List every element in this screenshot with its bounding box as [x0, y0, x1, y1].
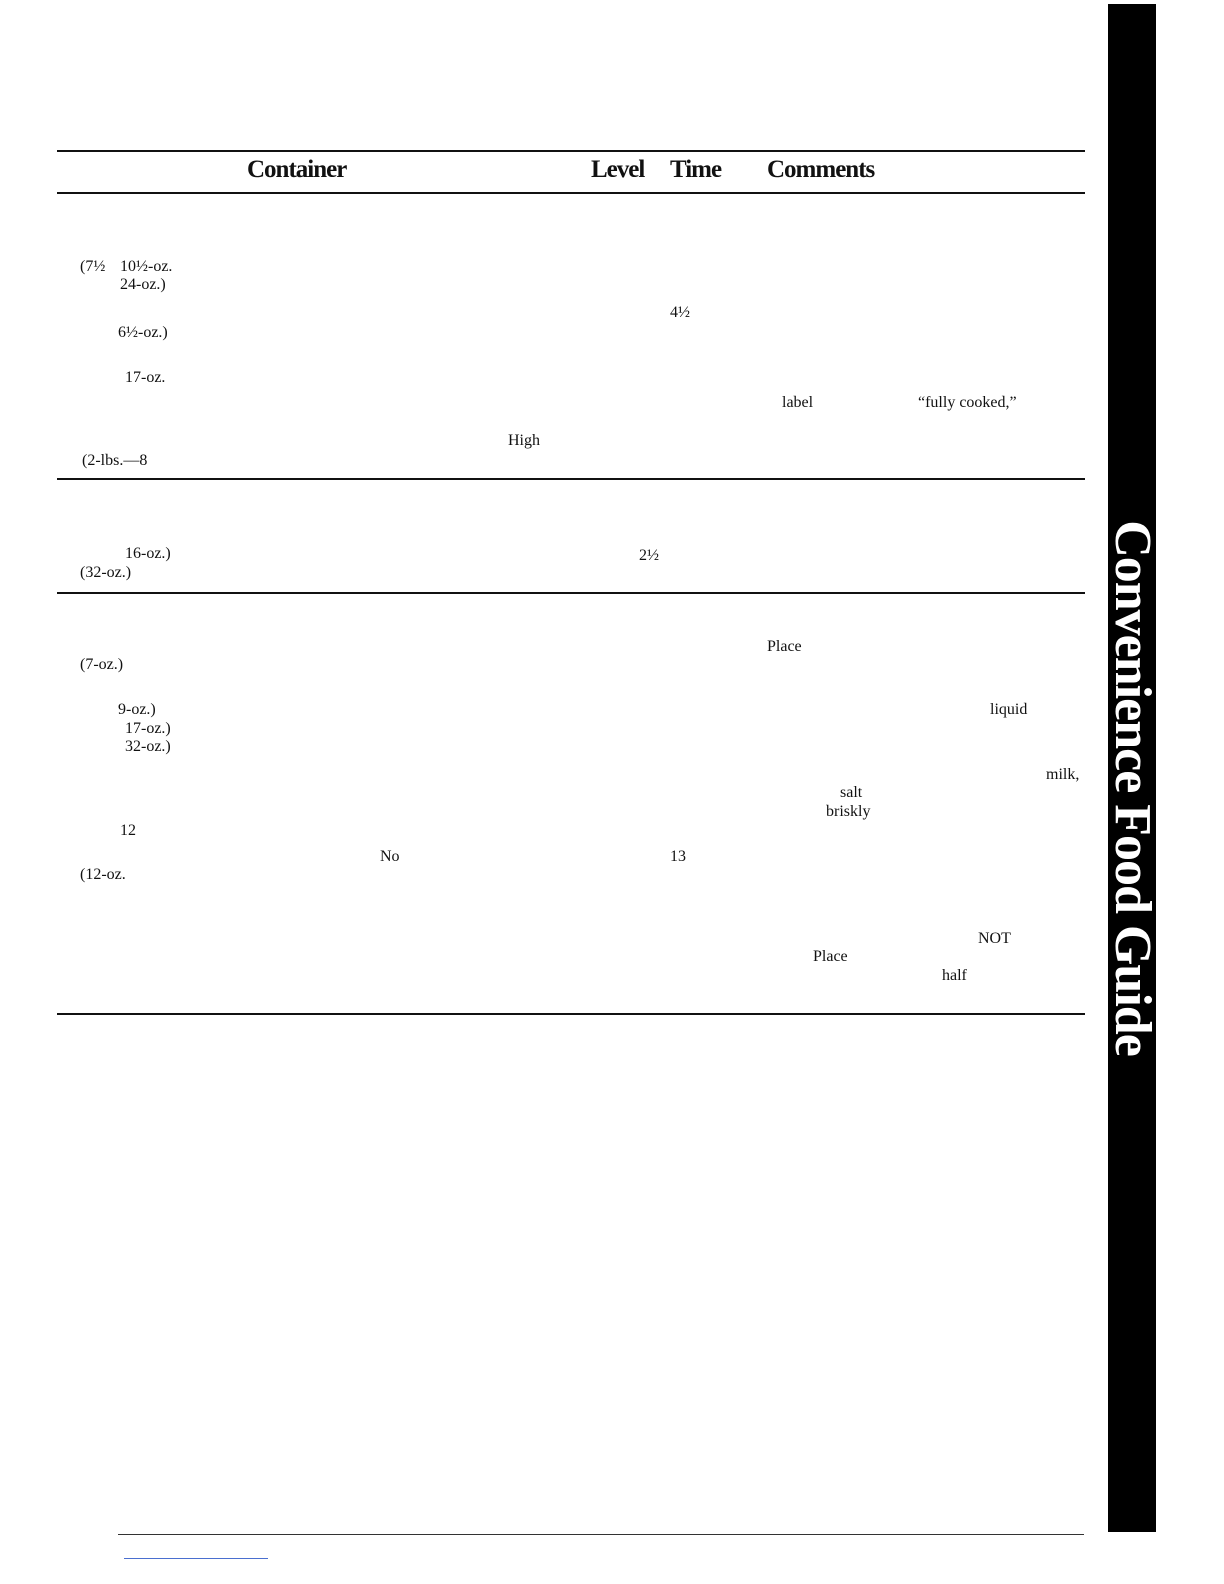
text-fragment: (7-oz.): [80, 656, 124, 673]
table-bottom-rule: [57, 1013, 1085, 1015]
table-top-rule: [57, 150, 1085, 152]
text-fragment: 32-oz.): [125, 738, 171, 755]
text-fragment: half: [942, 967, 967, 984]
text-fragment: (7½: [80, 258, 106, 275]
text-fragment: High: [508, 432, 540, 449]
column-header-time: Time: [670, 156, 722, 183]
text-fragment: 9-oz.): [118, 701, 156, 718]
text-fragment: liquid: [990, 701, 1028, 718]
text-fragment: 17-oz.: [125, 369, 166, 386]
text-fragment: 2½: [639, 547, 659, 564]
column-header-comments: Comments: [767, 156, 875, 183]
text-fragment: “fully cooked,”: [918, 394, 1017, 411]
text-fragment: briskly: [826, 803, 871, 820]
text-fragment: Place: [813, 948, 848, 965]
text-fragment: 10½-oz.: [120, 258, 173, 275]
text-fragment: 24-oz.): [120, 276, 166, 293]
text-fragment: 4½: [670, 304, 690, 321]
text-fragment: (32-oz.): [80, 564, 132, 581]
text-fragment: 17-oz.): [125, 720, 171, 737]
text-fragment: NOT: [978, 930, 1011, 947]
text-fragment: Place: [767, 638, 802, 655]
text-fragment: No: [380, 848, 400, 865]
header-bottom-rule: [57, 192, 1085, 194]
column-header-level: Level: [591, 156, 645, 183]
side-tab-label: Convenience Food Guide: [1104, 520, 1161, 1056]
footer-link-underline: [124, 1558, 268, 1559]
text-fragment: milk,: [1046, 766, 1080, 783]
footer-rule: [118, 1534, 1084, 1535]
section-divider: [57, 478, 1085, 480]
column-header-container: Container: [247, 156, 347, 183]
text-fragment: 12: [120, 822, 136, 839]
text-fragment: (2-lbs.—8: [82, 452, 148, 469]
text-fragment: 6½-oz.): [118, 324, 168, 341]
text-fragment: salt: [840, 784, 863, 801]
text-fragment: 13: [670, 848, 686, 865]
section-divider: [57, 592, 1085, 594]
text-fragment: 16-oz.): [125, 545, 171, 562]
text-fragment: label: [782, 394, 814, 411]
text-fragment: (12-oz.: [80, 866, 126, 883]
